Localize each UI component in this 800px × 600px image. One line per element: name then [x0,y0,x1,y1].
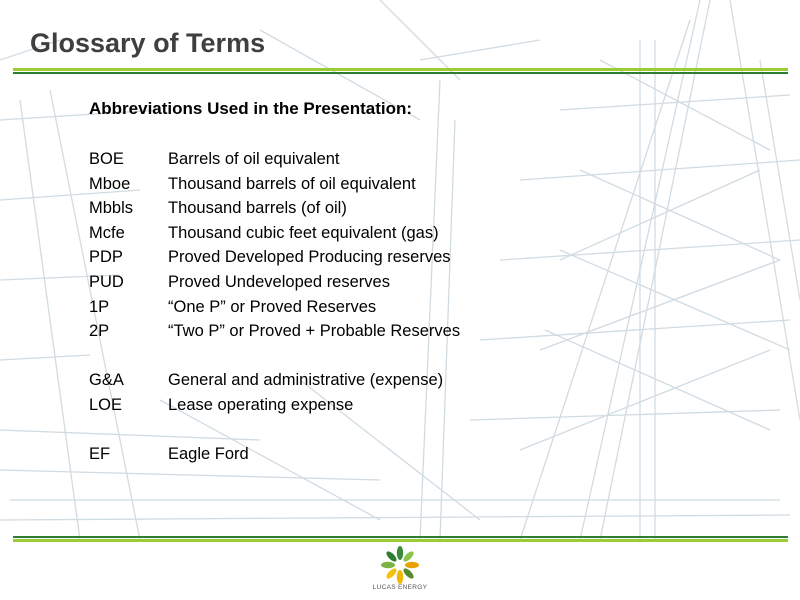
term-abbreviation: Mboe [89,174,131,193]
term-abbreviation: 1P [89,297,110,316]
page-title: Glossary of Terms [30,28,266,58]
term-definition: General and administrative (expense) [168,371,444,390]
term-definition: Thousand barrels (of oil) [168,199,347,218]
term-definition: Thousand barrels of oil equivalent [168,174,416,193]
term-abbreviation: BOE [89,150,124,168]
section-heading: Abbreviations Used in the Presentation: [89,99,413,118]
term-abbreviation: 2P [89,322,110,341]
term-definition: Barrels of oil equivalent [168,150,340,168]
term-definition: Lease operating expense [168,395,354,414]
top-divider [13,68,788,76]
term-definition: “One P” or Proved Reserves [168,297,377,316]
term-abbreviation: PUD [89,272,124,291]
term-abbreviation: EF [89,445,111,464]
term-abbreviation: Mbbls [89,199,134,218]
term-definition: Thousand cubic feet equivalent (gas) [168,223,439,242]
term-abbreviation: PDP [89,248,123,267]
term-abbreviation: LOE [89,395,123,414]
company-name: LUCAS ENERGY [372,584,428,591]
term-abbreviation: Mcfe [89,223,125,242]
term-abbreviation: G&A [89,371,124,390]
term-definition: Eagle Ford [168,445,249,464]
term-definition: Proved Undeveloped reserves [168,272,390,291]
term-definition: Proved Developed Producing reserves [168,248,451,267]
term-definition: “Two P” or Proved + Probable Reserves [168,322,461,341]
